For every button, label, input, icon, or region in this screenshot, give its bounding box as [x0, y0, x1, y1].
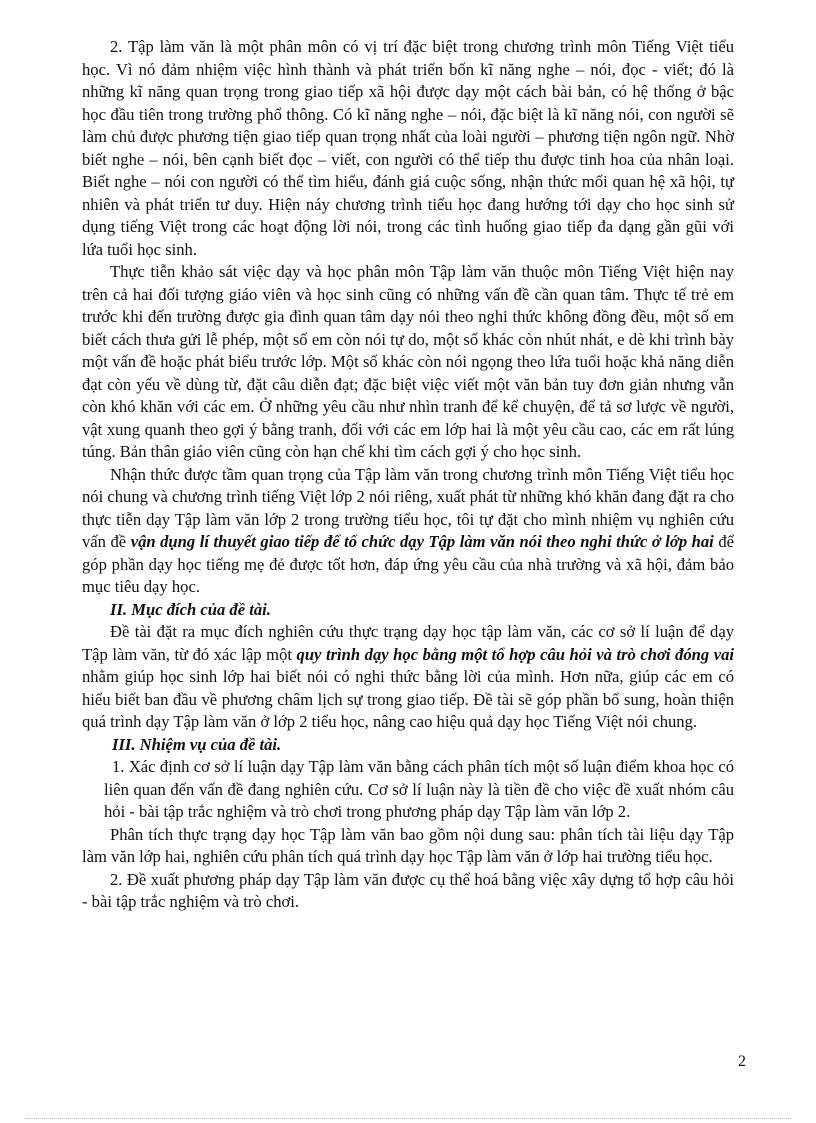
paragraph-task-2: 2. Đề xuất phương pháp dạy Tập làm văn được cụ thể hoá bằng việc xây dựng tổ hợp câu hỏi - bài tập trắc nghiệm và trò chơi. [82, 869, 734, 911]
text-run: nhằm giúp học sinh lớp hai biết nói có nghi thức bằng lời của mình. Hơn nữa, giúp các em có hiểu biết ban đầu về phương châm lịch sự trong giao tiếp. Đề tài sẽ góp phần bổ sung, hoàn thiện quá trình dạy Tập làm văn ở lớp 2 tiểu học, nâng cao hiệu quả dạy học Tiếng Việt nói chung. [82, 667, 734, 731]
page-number: 2 [738, 1053, 746, 1070]
emphasis-topic: vận dụng lí thuyết giao tiếp để tổ chức dạy Tập làm văn nói theo nghi thức ở lớp hai [130, 532, 714, 551]
text-run: Đề tài đặt ra mục đích nghiên cứu thực trạng dạy học tập làm văn, các cơ sở lí luận để dạy Tập làm văn, từ đó xác lập một [82, 622, 734, 664]
paragraph-purpose [82, 621, 734, 734]
text-run: Nhận thức được tầm quan trọng của Tập làm văn trong chương trình môn Tiếng Việt tiểu học nói chung và chương trình tiếng Việt lớp 2 nói riêng, xuất phát từ những khó khăn đang đặt ra cho thực tiễn dạy Tập làm văn lớp 2 trong trường tiểu học, tôi tự đặt cho mình nhiệm vụ nghiên cứu vấn đề [82, 464, 734, 551]
section-heading-purpose: II. Mục đích của đề tài. [110, 599, 271, 619]
emphasis-process: quy trình dạy học bằng một tổ hợp câu hỏi và trò chơi đóng vai [296, 644, 734, 664]
paragraph-survey: Thực tiễn khảo sát việc dạy và học phân môn Tập làm văn thuộc môn Tiếng Việt hiện nay trên cả hai đối tượng giáo viên và học sinh cũng có những vấn đề cần quan tâm. Thực tế trẻ em trước khi đến trường được gia đình quan tâm dạy nói theo nghi thức không đồng đều, một số em biết cách thưa gửi lễ phép, một số em còn nói tự do, một số khác còn nhút nhát, e dè khi trình bày một vấn đề hoặc phát biểu trước lớp. Một số khác còn nói ngọng theo lứa tuổi hoặc khả năng diễn đạt còn yếu về dùng từ, đặt câu diễn đạt; đặc biệt việc viết một văn bản tuy đơn giản nhưng vẫn còn khó khăn với các em. Ở những yêu cầu như nhìn tranh để kể chuyện, để tả sơ lược về người, vật xung quanh theo gợi ý bằng tranh, đối với các em lớp hai là một yêu cầu cao, các em rất lúng túng. Bản thân giáo viên cũng còn hạn chế khi tìm cách gợi ý cho học sinh. [82, 262, 734, 461]
section-heading-tasks: III. Nhiệm vụ của đề tài. [112, 734, 282, 754]
footer-divider [25, 1118, 791, 1119]
paragraph-awareness [82, 464, 734, 599]
paragraph-analysis: Phân tích thực trạng dạy học Tập làm văn bao gồm nội dung sau: phân tích tài liệu dạy Tập làm văn lớp hai, nghiên cứu phân tích quá trình dạy học Tập làm văn ở lớp hai trường tiểu học. [82, 824, 734, 866]
paragraph-task-1: 1. Xác định cơ sở lí luận dạy Tập làm văn bằng cách phân tích một số luận điểm khoa học có liên quan đến vấn đề đang nghiên cứu. Cơ sở lí luận này là tiền đề cho việc đề xuất nhóm câu hỏi - bài tập trắc nghiệm và trò chơi trong phương pháp dạy Tập làm văn lớp 2. [104, 757, 734, 821]
paragraph-intro: 2. Tập làm văn là một phân môn có vị trí đặc biệt trong chương trình môn Tiếng Việt tiểu học. Vì nó đảm nhiệm việc hình thành và phát triển bốn kĩ năng nghe – nói, đọc - viết; đó là những kĩ năng quan trọng trong giao tiếp xã hội được dạy một cách bài bản, có hệ thống ở bậc học đầu tiên trong trường phổ thông. Có kĩ năng nghe – nói, đặc biệt là kĩ năng nói, con người sẽ làm chủ được phương tiện giao tiếp quan trọng nhất của loài người – phương tiện ngôn ngữ. Nhờ biết nghe – nói, bên cạnh biết đọc – viết, con người có thể tiếp thu được tinh hoa của nhân loại. Biết nghe – nói con người có thể tìm hiểu, đánh giá cuộc sống, nhận thức mối quan hệ xã hội, tự nhiên và phát triển tư duy. Hiện náy chương trình tiểu học đang hướng tới dạy cho học sinh sử dụng tiếng Việt trong các hoạt động lời nói, trong các tình huống giao tiếp đa dạng gần gũi với lứa tuổi học sinh. [82, 37, 734, 259]
text-run: để góp phần dạy học tiếng mẹ đẻ được tốt hơn, đáp ứng yêu cầu của nhà trường và xã hội, đảm bảo mục tiêu dạy học. [82, 532, 734, 596]
document-body [82, 36, 734, 914]
